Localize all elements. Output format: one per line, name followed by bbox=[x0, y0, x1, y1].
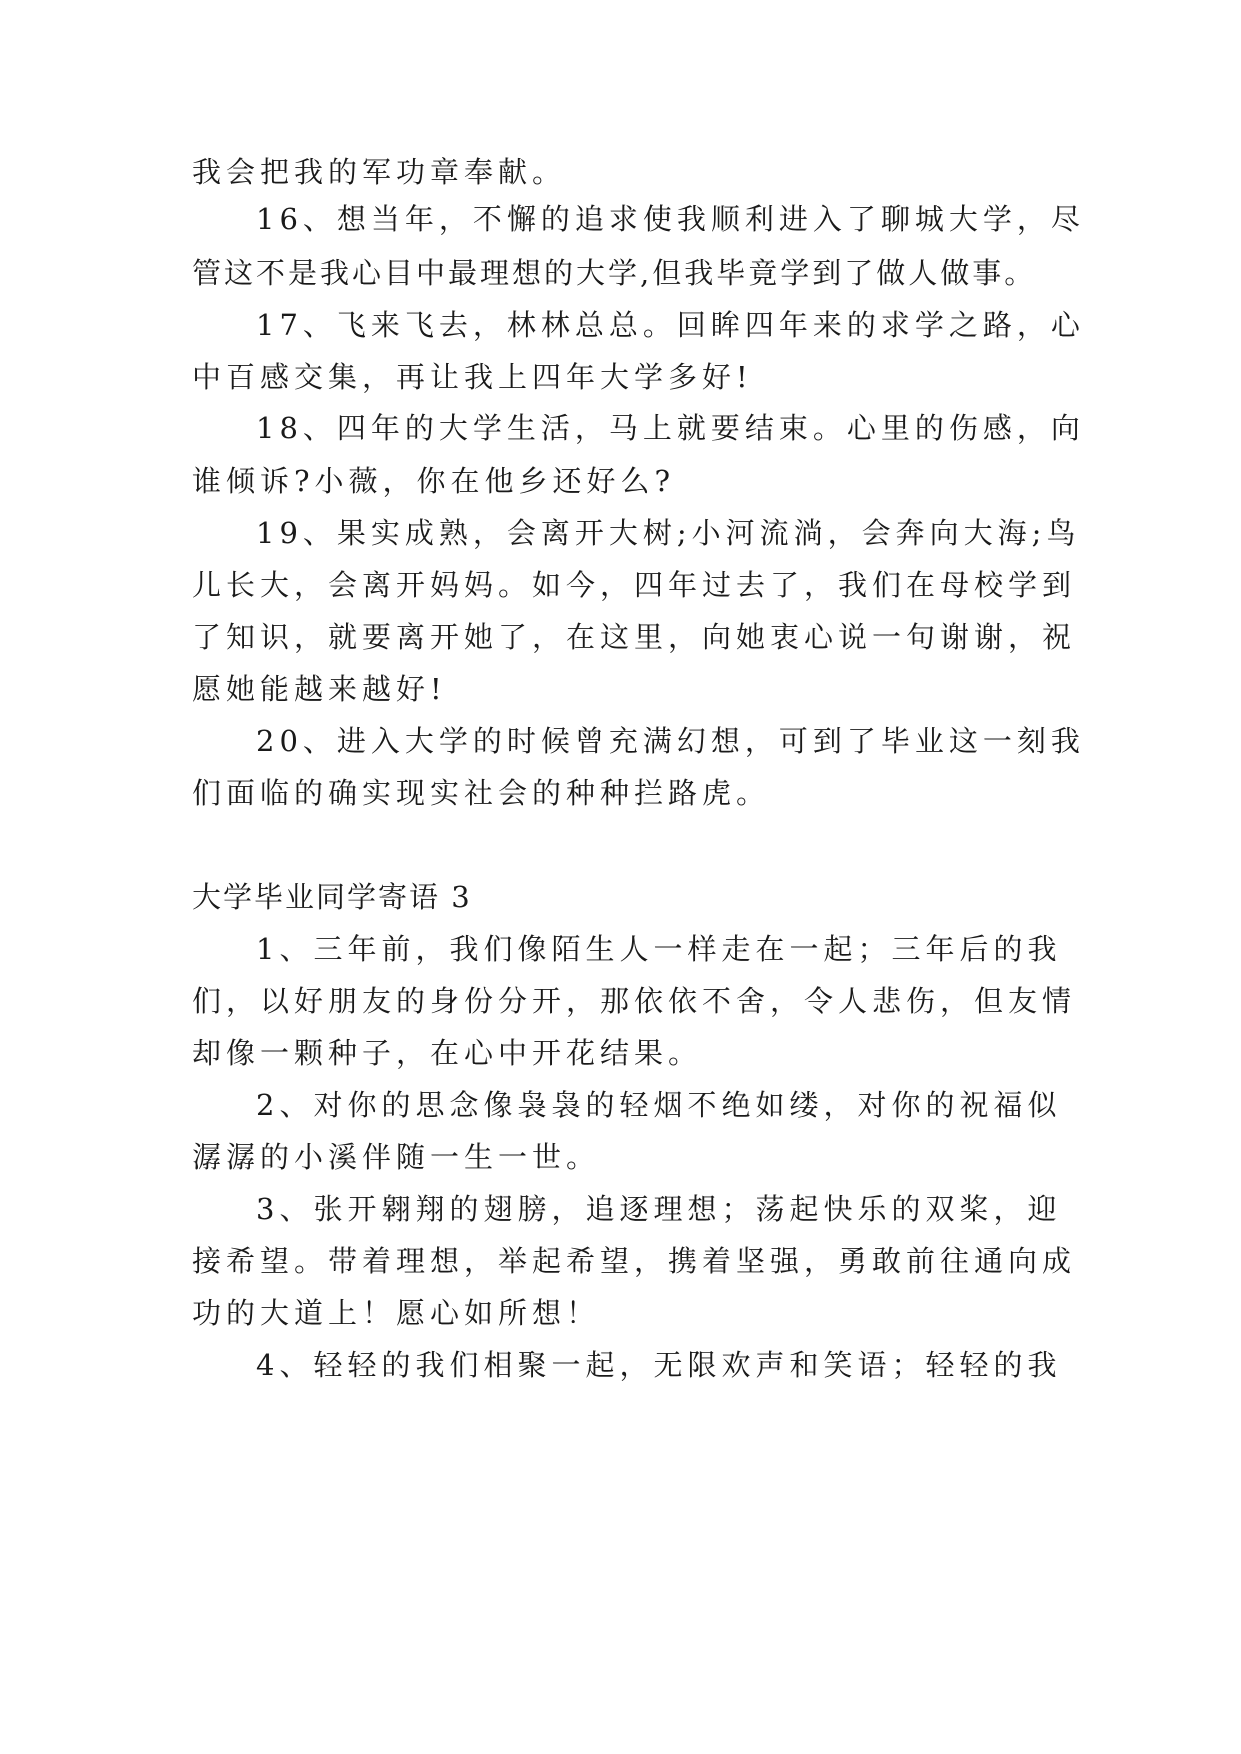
paragraph-19-line-3: 了知识，就要离开她了，在这里，向她衷心说一句谢谢，祝 bbox=[192, 620, 1077, 654]
paragraph-19-line-4: 愿她能越来越好! bbox=[192, 672, 447, 706]
paragraph-1-line-3: 却像一颗种子，在心中开花结果。 bbox=[192, 1036, 703, 1070]
paragraph-2-line-2: 潺潺的小溪伴随一生一世。 bbox=[192, 1140, 601, 1174]
paragraph-20-line-1: 20、进入大学的时候曾充满幻想，可到了毕业这一刻我 bbox=[256, 724, 1085, 758]
paragraph-19-line-1: 19、果实成熟，会离开大树;小河流淌，会奔向大海;鸟 bbox=[256, 516, 1081, 550]
paragraph-17-line-2: 中百感交集，再让我上四年大学多好! bbox=[192, 360, 753, 394]
paragraph-20-line-2: 们面临的确实现实社会的种种拦路虎。 bbox=[192, 776, 771, 810]
paragraph-3-line-1: 3、张开翱翔的翅膀，追逐理想；荡起快乐的双桨，迎 bbox=[256, 1192, 1062, 1226]
paragraph-16-line-1: 16、想当年，不懈的追求使我顺利进入了聊城大学，尽 bbox=[256, 202, 1085, 236]
paragraph-1-line-1: 1、三年前，我们像陌生人一样走在一起；三年后的我 bbox=[256, 932, 1062, 966]
text-line: 我会把我的军功章奉献。 bbox=[192, 155, 567, 189]
section-title: 大学毕业同学寄语 3 bbox=[192, 880, 472, 914]
paragraph-1-line-2: 们，以好朋友的身份分开，那依依不舍，令人悲伤，但友情 bbox=[192, 984, 1077, 1018]
paragraph-19-line-2: 儿长大，会离开妈妈。如今，四年过去了，我们在母校学到 bbox=[192, 568, 1077, 602]
paragraph-18-line-1: 18、四年的大学生活，马上就要结束。心里的伤感，向 bbox=[256, 411, 1085, 445]
paragraph-3-line-2: 接希望。带着理想，举起希望，携着坚强，勇敢前往通向成 bbox=[192, 1244, 1077, 1278]
paragraph-4-line-1: 4、轻轻的我们相聚一起，无限欢声和笑语；轻轻的我 bbox=[256, 1348, 1062, 1382]
paragraph-17-line-1: 17、飞来飞去，林林总总。回眸四年来的求学之路，心 bbox=[256, 308, 1085, 342]
paragraph-2-line-1: 2、对你的思念像袅袅的轻烟不绝如缕，对你的祝福似 bbox=[256, 1088, 1062, 1122]
paragraph-16-line-2: 管这不是我心目中最理想的大学,但我毕竟学到了做人做事。 bbox=[192, 256, 1037, 290]
paragraph-3-line-3: 功的大道上！愿心如所想！ bbox=[192, 1296, 601, 1330]
paragraph-18-line-2: 谁倾诉?小薇，你在他乡还好么? bbox=[192, 464, 676, 498]
